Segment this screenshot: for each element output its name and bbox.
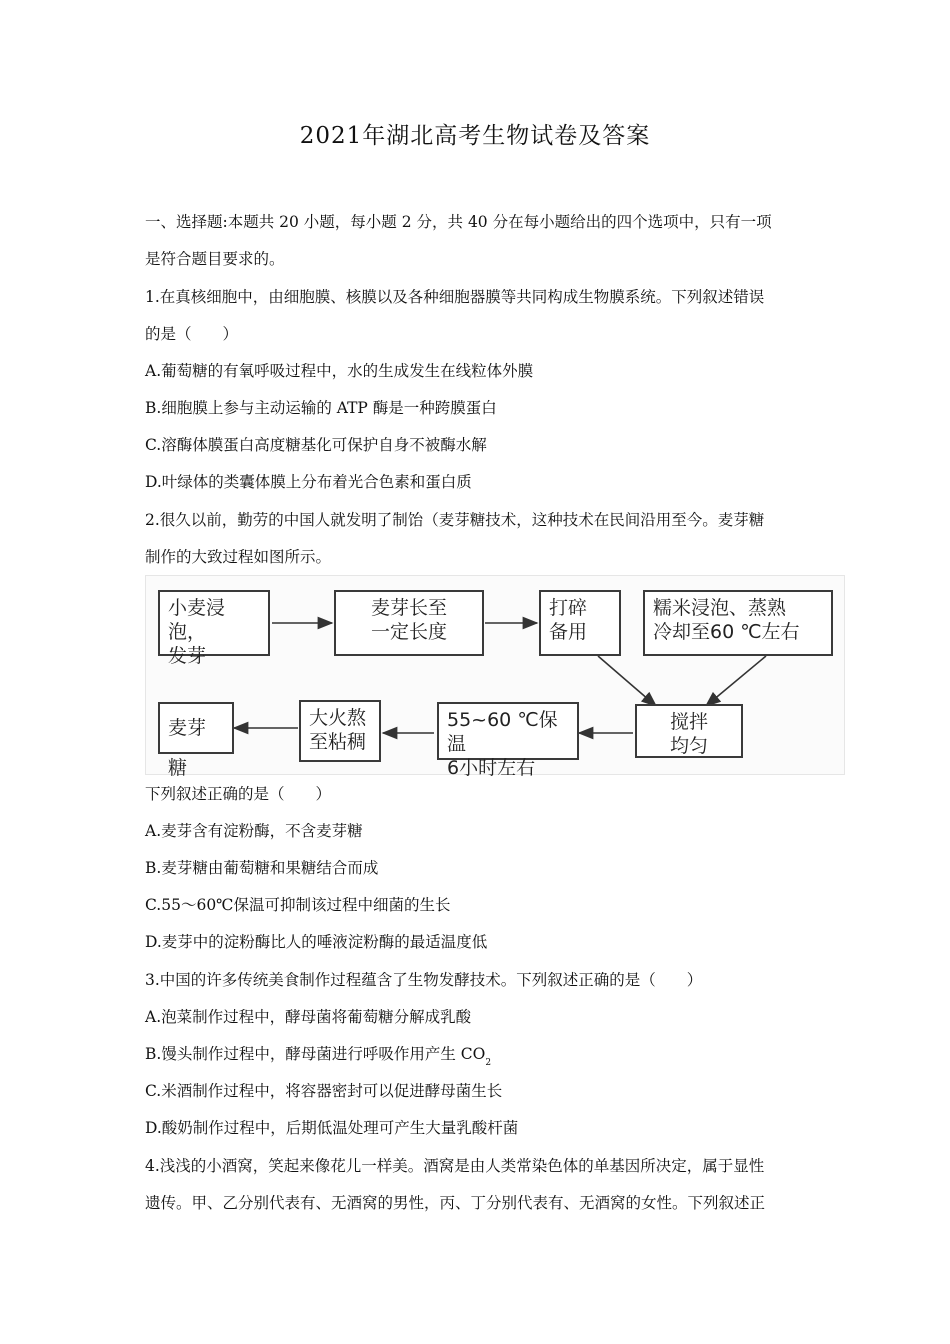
step-box-sprout-length: 麦芽长至 一定长度 (334, 590, 484, 656)
section-instructions-line2: 是符合题目要求的。 (145, 250, 285, 268)
section-instructions-line1: 一、选择题:本题共 20 小题，每小题 2 分，共 40 分在每小题给出的四个选项中，只有一项 (145, 213, 772, 231)
step-box-soak-wheat: 小麦浸泡， 发芽 (158, 590, 270, 656)
q2-option-d: D.麦芽中的淀粉酶比人的唾液淀粉酶的最适温度低 (145, 933, 488, 951)
step-box-maltose: 麦芽糖 (158, 702, 234, 754)
step-box-incubate: 55~60 ℃保温 6小时左右 (437, 702, 579, 760)
step-box-glutinous-rice: 糯米浸泡、蒸熟 冷却至60 ℃左右 (643, 590, 833, 656)
q2-stem-line2: 制作的大致过程如图所示。 (145, 548, 332, 566)
q1-option-d: D.叶绿体的类囊体膜上分布着光合色素和蛋白质 (145, 473, 472, 491)
q3-option-c: C.米酒制作过程中，将容器密封可以促进酵母菌生长 (145, 1082, 503, 1100)
page-title: 2021年湖北高考生物试卷及答案 (299, 123, 651, 149)
q2-option-c: C.55～60℃保温可抑制该过程中细菌的生长 (145, 896, 451, 914)
q3-option-d: D.酸奶制作过程中，后期低温处理可产生大量乳酸杆菌 (145, 1119, 519, 1137)
q3-option-a: A.泡菜制作过程中，酵母菌将葡萄糖分解成乳酸 (145, 1008, 472, 1026)
q3-stem: 3.中国的许多传统美食制作过程蕴含了生物发酵技术。下列叙述正确的是（ ） (145, 971, 703, 989)
q1-stem-line2: 的是（ ） (145, 325, 239, 343)
q1-option-b: B.细胞膜上参与主动运输的 ATP 酶是一种跨膜蛋白 (145, 399, 497, 417)
q4-stem-line1: 4.浅浅的小酒窝，笑起来像花儿一样美。酒窝是由人类常染色体的单基因所决定，属于显性 (145, 1157, 765, 1175)
q2-option-b: B.麦芽糖由葡萄糖和果糖结合而成 (145, 859, 379, 877)
step-box-stir: 搅拌 均匀 (635, 704, 743, 758)
q3-option-b-subscript: 2 (485, 1058, 492, 1068)
q3-option-b-text: B.馒头制作过程中，酵母菌进行呼吸作用产生 CO (145, 1045, 486, 1063)
q4-stem-line2: 遗传。甲、乙分别代表有、无酒窝的男性，丙、丁分别代表有、无酒窝的女性。下列叙述正 (145, 1194, 766, 1212)
step-box-boil: 大火熬 至粘稠 (299, 700, 381, 762)
q1-option-c: C.溶酶体膜蛋白高度糖基化可保护自身不被酶水解 (145, 436, 487, 454)
arrow-3-5 (598, 656, 656, 706)
q1-option-a: A.葡萄糖的有氧呼吸过程中，水的生成发生在线粒体外膜 (145, 362, 534, 380)
step-box-crush: 打碎 备用 (539, 590, 621, 656)
q2-stem-line1: 2.很久以前，勤劳的中国人就发明了制饴（麦芽糖技术，这种技术在民间沿用至今。麦芽糖 (145, 511, 765, 529)
q3-option-b (145, 1044, 845, 1073)
maltose-process-diagram (145, 575, 845, 779)
q2-option-a: A.麦芽含有淀粉酶，不含麦芽糖 (145, 822, 363, 840)
q2-stem-line3: 下列叙述正确的是（ ） (145, 785, 332, 803)
arrow-4-5 (706, 656, 766, 706)
q1-stem-line1: 1.在真核细胞中，由细胞膜、核膜以及各种细胞器膜等共同构成生物膜系统。下列叙述错误 (145, 288, 765, 306)
